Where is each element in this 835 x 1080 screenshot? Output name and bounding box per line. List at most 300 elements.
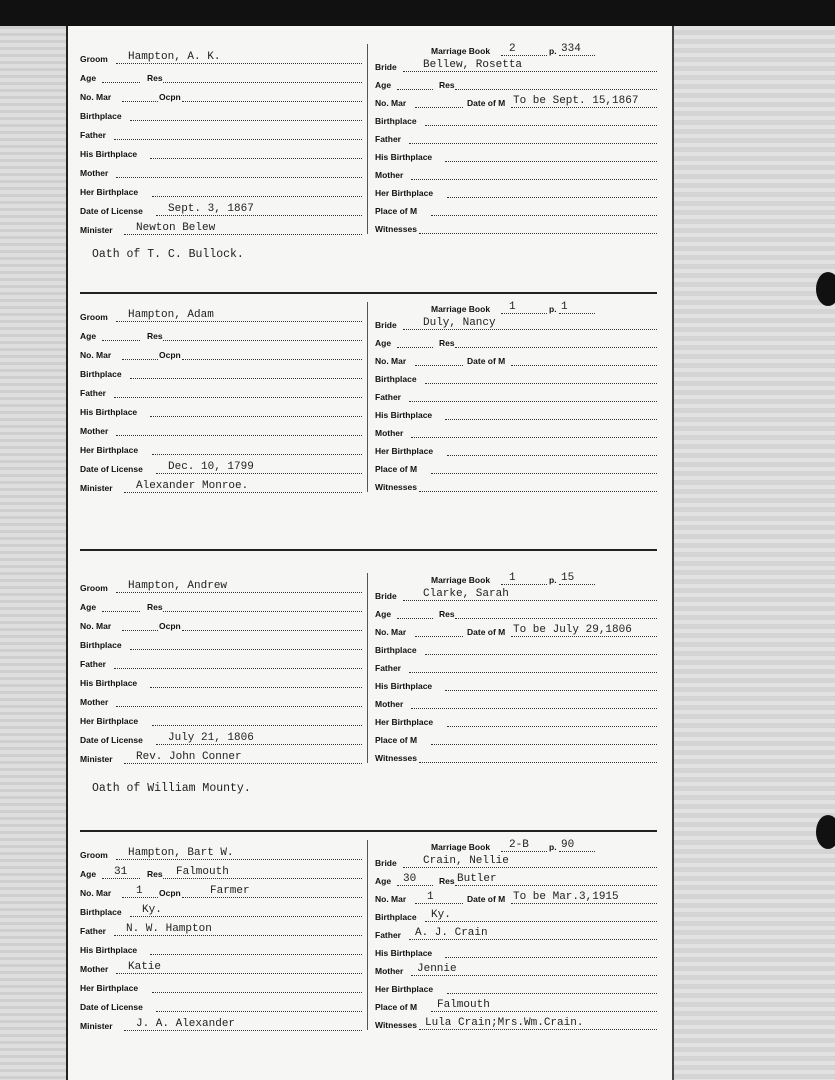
bride-his-birthplace-line bbox=[445, 957, 657, 958]
groom-mother-line bbox=[116, 706, 362, 707]
groom-his-birthplace-label: His Birthplace bbox=[80, 945, 138, 955]
groom-his-birthplace-row bbox=[80, 939, 362, 957]
groom-his-birthplace-line bbox=[150, 954, 362, 955]
bride-her-birthplace-label: Her Birthplace bbox=[375, 717, 434, 727]
bride-place-of-m-line bbox=[431, 215, 657, 216]
record-divider bbox=[80, 830, 657, 832]
groom-name-line bbox=[116, 859, 362, 860]
groom-father-label: Father bbox=[80, 659, 106, 669]
groom-mother-row bbox=[80, 958, 362, 976]
groom-minister-line bbox=[124, 492, 362, 493]
groom-name-value: Hampton, Adam bbox=[128, 309, 214, 321]
groom-name-label: Groom bbox=[80, 54, 108, 64]
groom-her-birthplace-line bbox=[152, 196, 362, 197]
groom-mother-row bbox=[80, 420, 362, 438]
groom-his-birthplace-line bbox=[150, 687, 362, 688]
groom-his-birthplace-line bbox=[150, 416, 362, 417]
bride-birthplace-row bbox=[375, 110, 657, 128]
groom-ocpn-label: Ocpn bbox=[159, 350, 181, 360]
groom-license-date-line bbox=[156, 215, 362, 216]
column-separator bbox=[367, 840, 368, 1030]
bride-res-label: Res bbox=[439, 876, 455, 886]
groom-his-birthplace-label: His Birthplace bbox=[80, 149, 138, 159]
bride-place-of-m-row bbox=[375, 729, 657, 747]
bride-place-of-m-label: Place of M bbox=[375, 735, 418, 745]
date-of-m-line bbox=[511, 636, 657, 637]
bride-witnesses-label: Witnesses bbox=[375, 224, 417, 234]
groom-ocpn-label: Ocpn bbox=[159, 621, 181, 631]
groom-her-birthplace-line bbox=[152, 992, 362, 993]
groom-his-birthplace-line bbox=[150, 158, 362, 159]
bride-name-line bbox=[403, 600, 657, 601]
bride-res-line bbox=[455, 347, 657, 348]
bride-age-label: Age bbox=[375, 876, 392, 886]
bride-mother-label: Mother bbox=[375, 170, 404, 180]
bride-place-of-m-value: Falmouth bbox=[437, 999, 490, 1011]
marriage-book-value: 1 bbox=[509, 572, 516, 584]
marriage-book-label: Marriage Book bbox=[431, 46, 491, 56]
groom-res-value: Falmouth bbox=[176, 866, 229, 878]
bride-witnesses-line bbox=[419, 491, 657, 492]
groom-name-row bbox=[80, 577, 362, 595]
groom-mother-value: Katie bbox=[128, 961, 162, 973]
record-divider bbox=[80, 292, 657, 294]
bride-name-row bbox=[375, 56, 657, 74]
bride-her-birthplace-row bbox=[375, 978, 657, 996]
bride-father-label: Father bbox=[375, 392, 401, 402]
groom-no-mar-line bbox=[122, 101, 158, 102]
groom-birthplace-label: Birthplace bbox=[80, 369, 122, 379]
bride-place-of-m-line bbox=[431, 744, 657, 745]
bride-father-line bbox=[409, 401, 657, 402]
groom-res-line bbox=[163, 878, 362, 879]
groom-mother-label: Mother bbox=[80, 697, 109, 707]
groom-minister-label: Minister bbox=[80, 1021, 113, 1031]
groom-name-line bbox=[116, 321, 362, 322]
groom-birthplace-line bbox=[130, 916, 362, 917]
groom-name-row bbox=[80, 844, 362, 862]
bride-witnesses-label: Witnesses bbox=[375, 1020, 417, 1030]
groom-age-label: Age bbox=[80, 73, 97, 83]
groom-license-date-line bbox=[156, 1011, 362, 1012]
groom-name-value: Hampton, A. K. bbox=[128, 51, 221, 63]
date-of-m-label: Date of M bbox=[467, 356, 506, 366]
groom-age-label: Age bbox=[80, 331, 97, 341]
groom-age-line bbox=[102, 340, 140, 341]
bride-name-row bbox=[375, 852, 657, 870]
bride-father-label: Father bbox=[375, 134, 401, 144]
bride-res-line bbox=[455, 89, 657, 90]
groom-his-birthplace-row bbox=[80, 143, 362, 161]
groom-ocpn-label: Ocpn bbox=[159, 92, 181, 102]
bride-mother-line bbox=[411, 708, 657, 709]
scan-margin-left bbox=[0, 26, 66, 1080]
groom-her-birthplace-label: Her Birthplace bbox=[80, 983, 139, 993]
bride-his-birthplace-label: His Birthplace bbox=[375, 948, 433, 958]
bride-nomar-row bbox=[375, 350, 657, 368]
column-separator bbox=[367, 44, 368, 234]
groom-license-date-label: Date of License bbox=[80, 1002, 143, 1012]
groom-mother-line bbox=[116, 973, 362, 974]
groom-minister-line bbox=[124, 234, 362, 235]
groom-age-line bbox=[102, 878, 140, 879]
groom-mother-row bbox=[80, 691, 362, 709]
groom-res-label: Res bbox=[147, 602, 163, 612]
bride-witnesses-value: Lula Crain;Mrs.Wm.Crain. bbox=[425, 1017, 584, 1029]
page-value: 90 bbox=[561, 839, 575, 851]
punch-hole bbox=[816, 272, 835, 306]
bride-father-label: Father bbox=[375, 663, 401, 673]
bride-res-line bbox=[455, 885, 657, 886]
bride-father-row bbox=[375, 657, 657, 675]
groom-ocpn-line bbox=[182, 101, 362, 102]
bride-name-value: Duly, Nancy bbox=[423, 317, 496, 329]
bride-her-birthplace-row bbox=[375, 182, 657, 200]
bride-age-value: 30 bbox=[403, 873, 417, 885]
bride-father-value: A. J. Crain bbox=[415, 927, 488, 939]
groom-minister-line bbox=[124, 763, 362, 764]
bride-age-line bbox=[397, 89, 433, 90]
groom-father-value: N. W. Hampton bbox=[126, 923, 212, 935]
bride-father-line bbox=[409, 939, 657, 940]
groom-age-row bbox=[80, 67, 362, 85]
groom-license-date-label: Date of License bbox=[80, 464, 143, 474]
marriage-book-value: 2-B bbox=[509, 839, 529, 851]
groom-no-mar-line bbox=[122, 897, 158, 898]
groom-his-birthplace-row bbox=[80, 401, 362, 419]
groom-minister-value: J. A. Alexander bbox=[136, 1018, 236, 1030]
bride-res-label: Res bbox=[439, 80, 455, 90]
bride-no-mar-label: No. Mar bbox=[375, 894, 407, 904]
groom-no-mar-label: No. Mar bbox=[80, 92, 112, 102]
date-of-m-label: Date of M bbox=[467, 98, 506, 108]
bride-name-line bbox=[403, 329, 657, 330]
groom-age-row bbox=[80, 596, 362, 614]
groom-minister-label: Minister bbox=[80, 225, 113, 235]
bride-birthplace-label: Birthplace bbox=[375, 374, 417, 384]
bride-her-birthplace-line bbox=[447, 197, 657, 198]
groom-age-value: 31 bbox=[114, 866, 128, 878]
bride-her-birthplace-line bbox=[447, 455, 657, 456]
groom-age-row bbox=[80, 325, 362, 343]
bride-name-row bbox=[375, 585, 657, 603]
bride-res-value: Butler bbox=[457, 873, 497, 885]
bride-his-birthplace-line bbox=[445, 161, 657, 162]
bride-his-birthplace-label: His Birthplace bbox=[375, 410, 433, 420]
scan-border-top bbox=[0, 0, 835, 26]
groom-res-line bbox=[163, 611, 362, 612]
bride-his-birthplace-row bbox=[375, 942, 657, 960]
groom-name-value: Hampton, Andrew bbox=[128, 580, 228, 592]
bride-his-birthplace-label: His Birthplace bbox=[375, 681, 433, 691]
scan-margin-right bbox=[672, 26, 835, 1080]
bride-age-label: Age bbox=[375, 80, 392, 90]
groom-her-birthplace-row bbox=[80, 181, 362, 199]
bride-father-label: Father bbox=[375, 930, 401, 940]
groom-birthplace-row bbox=[80, 634, 362, 652]
column-separator bbox=[367, 573, 368, 763]
groom-mother-label: Mother bbox=[80, 168, 109, 178]
groom-father-line bbox=[114, 668, 362, 669]
oath-note: Oath of T. C. Bullock. bbox=[92, 248, 244, 261]
page-value: 1 bbox=[561, 301, 568, 313]
groom-no-mar-label: No. Mar bbox=[80, 350, 112, 360]
groom-name-line bbox=[116, 592, 362, 593]
bride-his-birthplace-row bbox=[375, 675, 657, 693]
bride-place-of-m-row bbox=[375, 996, 657, 1014]
bride-nomar-row bbox=[375, 621, 657, 639]
bride-place-of-m-line bbox=[431, 1011, 657, 1012]
bride-birthplace-label: Birthplace bbox=[375, 116, 417, 126]
page-label: p. bbox=[549, 575, 557, 585]
bride-res-line bbox=[455, 618, 657, 619]
bride-his-birthplace-row bbox=[375, 404, 657, 422]
groom-birthplace-label: Birthplace bbox=[80, 640, 122, 650]
groom-name-row bbox=[80, 306, 362, 324]
bride-birthplace-line bbox=[425, 125, 657, 126]
groom-ocpn-line bbox=[182, 630, 362, 631]
groom-father-label: Father bbox=[80, 130, 106, 140]
groom-no-mar-label: No. Mar bbox=[80, 888, 112, 898]
record-divider bbox=[80, 549, 657, 551]
groom-name-label: Groom bbox=[80, 583, 108, 593]
groom-minister-row bbox=[80, 219, 362, 237]
bride-name-value: Clarke, Sarah bbox=[423, 588, 509, 600]
bride-mother-line bbox=[411, 437, 657, 438]
bride-no-mar-label: No. Mar bbox=[375, 627, 407, 637]
bride-name-label: Bride bbox=[375, 320, 397, 330]
bride-birthplace-line bbox=[425, 654, 657, 655]
groom-no-mar-line bbox=[122, 359, 158, 360]
groom-her-birthplace-label: Her Birthplace bbox=[80, 445, 139, 455]
bride-mother-label: Mother bbox=[375, 966, 404, 976]
groom-father-label: Father bbox=[80, 388, 106, 398]
groom-license-date-line bbox=[156, 744, 362, 745]
bride-age-line bbox=[397, 885, 433, 886]
groom-ocpn-line bbox=[182, 359, 362, 360]
groom-res-label: Res bbox=[147, 73, 163, 83]
groom-ocpn-label: Ocpn bbox=[159, 888, 181, 898]
page-value: 15 bbox=[561, 572, 575, 584]
groom-mother-row bbox=[80, 162, 362, 180]
bride-mother-row bbox=[375, 164, 657, 182]
date-of-m-line bbox=[511, 107, 657, 108]
bride-no-mar-line bbox=[415, 365, 463, 366]
groom-father-row bbox=[80, 653, 362, 671]
marriage-book-value: 1 bbox=[509, 301, 516, 313]
groom-license-date-value: July 21, 1806 bbox=[168, 732, 254, 744]
bride-no-mar-line bbox=[415, 107, 463, 108]
bride-father-line bbox=[409, 672, 657, 673]
groom-birthplace-label: Birthplace bbox=[80, 111, 122, 121]
groom-license-date-row bbox=[80, 200, 362, 218]
bride-witnesses-label: Witnesses bbox=[375, 482, 417, 492]
bride-mother-label: Mother bbox=[375, 428, 404, 438]
bride-name-row bbox=[375, 314, 657, 332]
page-label: p. bbox=[549, 304, 557, 314]
bride-name-line bbox=[403, 71, 657, 72]
groom-name-label: Groom bbox=[80, 312, 108, 322]
groom-father-line bbox=[114, 139, 362, 140]
bride-birthplace-row bbox=[375, 639, 657, 657]
groom-ocpn-value: Farmer bbox=[210, 885, 250, 897]
groom-birthplace-line bbox=[130, 378, 362, 379]
bride-his-birthplace-line bbox=[445, 419, 657, 420]
punch-hole bbox=[816, 815, 835, 849]
groom-birthplace-row bbox=[80, 105, 362, 123]
bride-mother-line bbox=[411, 179, 657, 180]
bride-place-of-m-row bbox=[375, 200, 657, 218]
groom-birthplace-label: Birthplace bbox=[80, 907, 122, 917]
bride-her-birthplace-label: Her Birthplace bbox=[375, 984, 434, 994]
bride-birthplace-line bbox=[425, 383, 657, 384]
groom-father-row bbox=[80, 124, 362, 142]
date-of-m-value: To be July 29,1806 bbox=[513, 624, 632, 636]
bride-witnesses-line bbox=[419, 1029, 657, 1030]
groom-minister-line bbox=[124, 1030, 362, 1031]
groom-father-row bbox=[80, 920, 362, 938]
groom-his-birthplace-row bbox=[80, 672, 362, 690]
date-of-m-line bbox=[511, 365, 657, 366]
groom-father-line bbox=[114, 397, 362, 398]
bride-no-mar-label: No. Mar bbox=[375, 356, 407, 366]
bride-mother-row bbox=[375, 960, 657, 978]
groom-license-date-value: Dec. 10, 1799 bbox=[168, 461, 254, 473]
bride-his-birthplace-row bbox=[375, 146, 657, 164]
bride-no-mar-line bbox=[415, 636, 463, 637]
bride-place-of-m-label: Place of M bbox=[375, 1002, 418, 1012]
groom-license-date-row bbox=[80, 458, 362, 476]
groom-age-line bbox=[102, 611, 140, 612]
bride-his-birthplace-label: His Birthplace bbox=[375, 152, 433, 162]
groom-mother-line bbox=[116, 177, 362, 178]
groom-res-label: Res bbox=[147, 331, 163, 341]
groom-birthplace-row bbox=[80, 901, 362, 919]
bride-her-birthplace-row bbox=[375, 440, 657, 458]
bride-age-line bbox=[397, 347, 433, 348]
groom-no-mar-value: 1 bbox=[136, 885, 143, 897]
date-of-m-value: To be Mar.3,1915 bbox=[513, 891, 619, 903]
bride-her-birthplace-row bbox=[375, 711, 657, 729]
groom-mother-label: Mother bbox=[80, 426, 109, 436]
groom-res-label: Res bbox=[147, 869, 163, 879]
groom-her-birthplace-row bbox=[80, 977, 362, 995]
groom-father-line bbox=[114, 935, 362, 936]
bride-father-row bbox=[375, 924, 657, 942]
groom-no-mar-label: No. Mar bbox=[80, 621, 112, 631]
groom-her-birthplace-line bbox=[152, 725, 362, 726]
groom-his-birthplace-label: His Birthplace bbox=[80, 407, 138, 417]
groom-license-date-line bbox=[156, 473, 362, 474]
bride-mother-label: Mother bbox=[375, 699, 404, 709]
groom-name-label: Groom bbox=[80, 850, 108, 860]
oath-note: Oath of William Mounty. bbox=[92, 782, 251, 795]
bride-age-row bbox=[375, 603, 657, 621]
groom-father-label: Father bbox=[80, 926, 106, 936]
groom-minister-value: Rev. John Conner bbox=[136, 751, 242, 763]
bride-birthplace-value: Ky. bbox=[431, 909, 451, 921]
groom-minister-label: Minister bbox=[80, 483, 113, 493]
groom-license-date-row bbox=[80, 729, 362, 747]
groom-res-line bbox=[163, 340, 362, 341]
groom-birthplace-row bbox=[80, 363, 362, 381]
groom-res-line bbox=[163, 82, 362, 83]
bride-age-line bbox=[397, 618, 433, 619]
bride-name-value: Crain, Nellie bbox=[423, 855, 509, 867]
bride-birthplace-label: Birthplace bbox=[375, 645, 417, 655]
marriage-book-label: Marriage Book bbox=[431, 304, 491, 314]
bride-birthplace-line bbox=[425, 921, 657, 922]
groom-mother-label: Mother bbox=[80, 964, 109, 974]
bride-name-value: Bellew, Rosetta bbox=[423, 59, 523, 71]
groom-her-birthplace-row bbox=[80, 710, 362, 728]
groom-minister-value: Newton Belew bbox=[136, 222, 216, 234]
bride-witnesses-line bbox=[419, 762, 657, 763]
bride-name-label: Bride bbox=[375, 858, 397, 868]
groom-name-line bbox=[116, 63, 362, 64]
groom-her-birthplace-line bbox=[152, 454, 362, 455]
bride-birthplace-row bbox=[375, 906, 657, 924]
bride-no-mar-line bbox=[415, 903, 463, 904]
bride-witnesses-row bbox=[375, 747, 657, 765]
date-of-m-label: Date of M bbox=[467, 894, 506, 904]
bride-age-label: Age bbox=[375, 338, 392, 348]
bride-mother-line bbox=[411, 975, 657, 976]
groom-minister-row bbox=[80, 477, 362, 495]
bride-witnesses-row bbox=[375, 218, 657, 236]
groom-father-row bbox=[80, 382, 362, 400]
bride-name-label: Bride bbox=[375, 62, 397, 72]
groom-her-birthplace-row bbox=[80, 439, 362, 457]
bride-her-birthplace-line bbox=[447, 993, 657, 994]
bride-place-of-m-row bbox=[375, 458, 657, 476]
bride-witnesses-label: Witnesses bbox=[375, 753, 417, 763]
groom-minister-label: Minister bbox=[80, 754, 113, 764]
groom-birthplace-line bbox=[130, 120, 362, 121]
bride-father-line bbox=[409, 143, 657, 144]
date-of-m-line bbox=[511, 903, 657, 904]
groom-no-mar-line bbox=[122, 630, 158, 631]
groom-birthplace-line bbox=[130, 649, 362, 650]
bride-her-birthplace-label: Her Birthplace bbox=[375, 446, 434, 456]
groom-mother-line bbox=[116, 435, 362, 436]
bride-res-label: Res bbox=[439, 609, 455, 619]
bride-mother-row bbox=[375, 693, 657, 711]
bride-father-row bbox=[375, 128, 657, 146]
bride-place-of-m-label: Place of M bbox=[375, 206, 418, 216]
bride-witnesses-row bbox=[375, 476, 657, 494]
bride-nomar-row bbox=[375, 92, 657, 110]
bride-his-birthplace-line bbox=[445, 690, 657, 691]
bride-age-row bbox=[375, 332, 657, 350]
groom-minister-row bbox=[80, 748, 362, 766]
groom-age-line bbox=[102, 82, 140, 83]
column-separator bbox=[367, 302, 368, 492]
bride-witnesses-line bbox=[419, 233, 657, 234]
date-of-m-value: To be Sept. 15,1867 bbox=[513, 95, 639, 107]
bride-no-mar-label: No. Mar bbox=[375, 98, 407, 108]
groom-name-value: Hampton, Bart W. bbox=[128, 847, 234, 859]
bride-name-line bbox=[403, 867, 657, 868]
bride-nomar-row bbox=[375, 888, 657, 906]
page-value: 334 bbox=[561, 43, 581, 55]
bride-age-row bbox=[375, 74, 657, 92]
bride-no-mar-value: 1 bbox=[427, 891, 434, 903]
groom-nomar-row bbox=[80, 615, 362, 633]
groom-minister-row bbox=[80, 1015, 362, 1033]
groom-minister-value: Alexander Monroe. bbox=[136, 480, 249, 492]
groom-age-label: Age bbox=[80, 869, 97, 879]
